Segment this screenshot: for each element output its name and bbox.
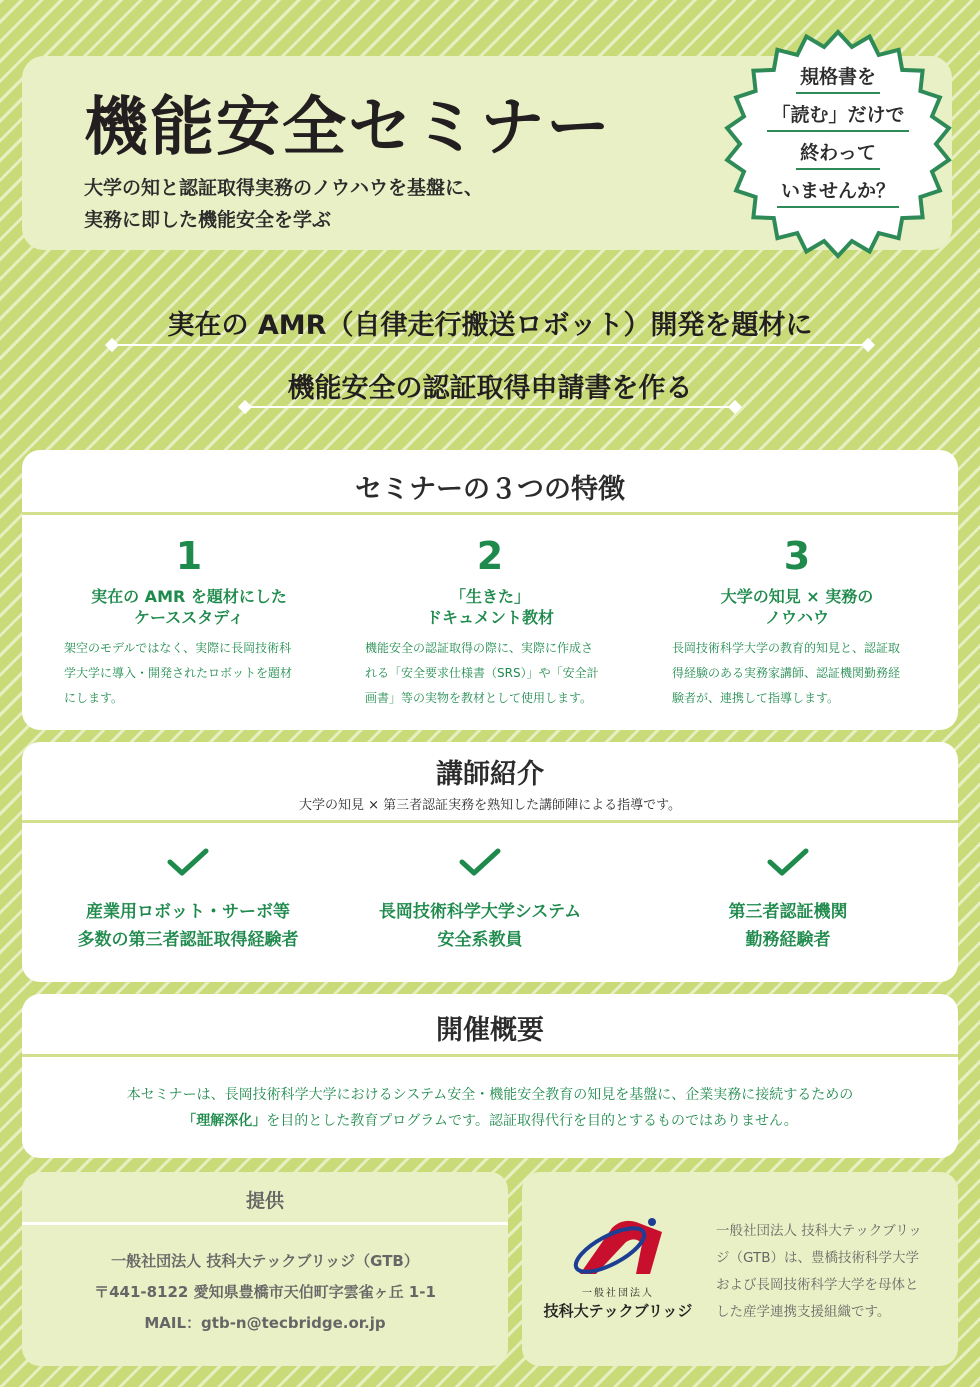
overview-line: 本セミナーは、長岡技術科学大学におけるシステム安全・機能安全教育の知見を基盤に、企業実務に接続するための bbox=[126, 1087, 854, 1103]
feature-desc-line: 画書」等の実物を教材として使用します。 bbox=[365, 691, 593, 705]
theme-line-1: 実在の AMR（自律走行搬送ロボット）開発を題材に bbox=[167, 310, 813, 341]
logo-name: 技科大テックブリッジ bbox=[543, 1302, 693, 1320]
org-desc-line: および長岡技術科学大学を母体と bbox=[716, 1277, 919, 1293]
lecturer-line: 安全系教員 bbox=[437, 930, 523, 950]
provider-address: 〒441-8122 愛知県豊橋市天伯町字雲雀ヶ丘 1-1 bbox=[94, 1283, 436, 1301]
feature-desc-line: 機能安全の認証取得の際に、実際に作成さ bbox=[365, 641, 594, 655]
check-icon bbox=[458, 848, 502, 878]
burst-line: 終わって bbox=[796, 138, 880, 170]
feature-item-2 bbox=[355, 534, 625, 711]
feature-desc-line: 学大学に導入・開発されたロボットを題材 bbox=[64, 666, 293, 680]
lecturer-line: 第三者認証機関 bbox=[728, 902, 848, 922]
org-desc-line: ジ（GTB）は、豊橋技術科学大学 bbox=[716, 1250, 919, 1266]
feature-desc-line: にします。 bbox=[64, 691, 124, 705]
page-subtitle bbox=[84, 172, 483, 236]
divider bbox=[22, 512, 958, 515]
lecturer-title bbox=[652, 898, 924, 954]
feature-item-1 bbox=[54, 534, 324, 711]
logo-subtitle: 一般社団法人 bbox=[582, 1288, 654, 1299]
feature-description bbox=[355, 636, 625, 711]
provider-title: 提供 bbox=[245, 1190, 284, 1212]
gtb-logo-icon bbox=[570, 1216, 666, 1280]
lecturer-title bbox=[52, 898, 324, 954]
check-icon bbox=[766, 848, 810, 878]
subtitle-line: 大学の知と認証取得実務のノウハウを基盤に、 bbox=[84, 177, 484, 199]
lecturer-item-2 bbox=[344, 848, 616, 954]
feature-desc-line: 験者が、連携して指導します。 bbox=[672, 691, 840, 705]
feature-number: 3 bbox=[783, 534, 811, 578]
feature-title-line: ドキュメント教材 bbox=[425, 608, 554, 627]
feature-title-line: 大学の知見 × 実務の bbox=[720, 587, 874, 606]
overview-line bbox=[22, 1108, 958, 1134]
feature-number: 2 bbox=[476, 534, 504, 578]
provider-mail[interactable]: MAIL：gtb-n@tecbridge.or.jp bbox=[144, 1314, 386, 1332]
feature-desc-line: 架空のモデルではなく、実際に長岡技術科 bbox=[64, 641, 292, 655]
feature-title bbox=[662, 586, 932, 628]
provider-info bbox=[22, 1246, 508, 1339]
burst-text bbox=[752, 62, 924, 214]
feature-desc-line: れる「安全要求仕様書（SRS）」や「安全計 bbox=[365, 666, 599, 680]
lecturer-line: 多数の第三者認証取得経験者 bbox=[77, 930, 299, 950]
feature-title-line: 実在の AMR を題材にした bbox=[91, 587, 287, 606]
feature-number: 1 bbox=[175, 534, 203, 578]
burst-line: いませんか？ bbox=[777, 176, 899, 208]
theme-underline-2 bbox=[245, 406, 735, 408]
lecturer-line: 産業用ロボット・サーボ等 bbox=[86, 902, 290, 922]
check-icon bbox=[166, 848, 210, 878]
overview-card bbox=[22, 994, 958, 1158]
provider-org: 一般社団法人 技科大テックブリッジ（GTB） bbox=[111, 1252, 419, 1270]
lecturer-line: 長岡技術科学大学システム bbox=[378, 902, 582, 922]
overview-emphasis: 「理解深化」 bbox=[182, 1113, 267, 1129]
provider-card bbox=[22, 1172, 508, 1366]
page-title: 機能安全セミナー bbox=[84, 91, 612, 165]
feature-description bbox=[662, 636, 932, 711]
subtitle-line: 実務に即した機能安全を学ぶ bbox=[84, 209, 332, 231]
divider bbox=[22, 1054, 958, 1057]
lecturer-line: 勤務経験者 bbox=[745, 930, 831, 950]
lecturers-title: 講師紹介 bbox=[436, 759, 544, 790]
org-desc-line: 一般社団法人 技科大テックブリッ bbox=[716, 1223, 922, 1239]
theme-line-2: 機能安全の認証取得申請書を作る bbox=[287, 373, 693, 404]
org-description bbox=[716, 1218, 948, 1326]
feature-title-line: ケーススタディ bbox=[134, 608, 244, 627]
feature-item-3 bbox=[662, 534, 932, 711]
lecturer-title bbox=[344, 898, 616, 954]
feature-description bbox=[54, 636, 324, 711]
burst-line: 規格書を bbox=[796, 62, 880, 94]
theme-underline-1 bbox=[112, 344, 868, 346]
lecturer-item-3 bbox=[652, 848, 924, 954]
feature-title bbox=[355, 586, 625, 628]
feature-title-line: 「生きた」 bbox=[449, 587, 530, 606]
feature-desc-line: 長岡技術科学大学の教育的知見と、認証取 bbox=[672, 641, 901, 655]
feature-title-line: ノウハウ bbox=[764, 608, 829, 627]
overview-line-rest: を目的とした教育プログラムです。認証取得代行を目的とするものではありません。 bbox=[266, 1113, 798, 1129]
lecturers-card bbox=[22, 742, 958, 982]
overview-title: 開催概要 bbox=[436, 1015, 544, 1046]
lecturer-item-1 bbox=[52, 848, 324, 954]
features-card bbox=[22, 450, 958, 730]
burst-line: 「読む」だけで bbox=[767, 100, 908, 132]
org-info-card bbox=[522, 1172, 958, 1366]
divider bbox=[22, 820, 958, 823]
overview-text bbox=[22, 1082, 958, 1134]
features-title: セミナーの３つの特徴 bbox=[355, 474, 625, 505]
lecturers-subtitle: 大学の知見 × 第三者認証実務を熟知した講師陣による指導です。 bbox=[298, 798, 682, 813]
feature-title bbox=[54, 586, 324, 628]
divider bbox=[22, 1222, 508, 1225]
org-desc-line: した産学連携支援組織です。 bbox=[716, 1304, 891, 1320]
feature-desc-line: 得経験のある実務家講師、認証機関勤務経 bbox=[672, 666, 901, 680]
